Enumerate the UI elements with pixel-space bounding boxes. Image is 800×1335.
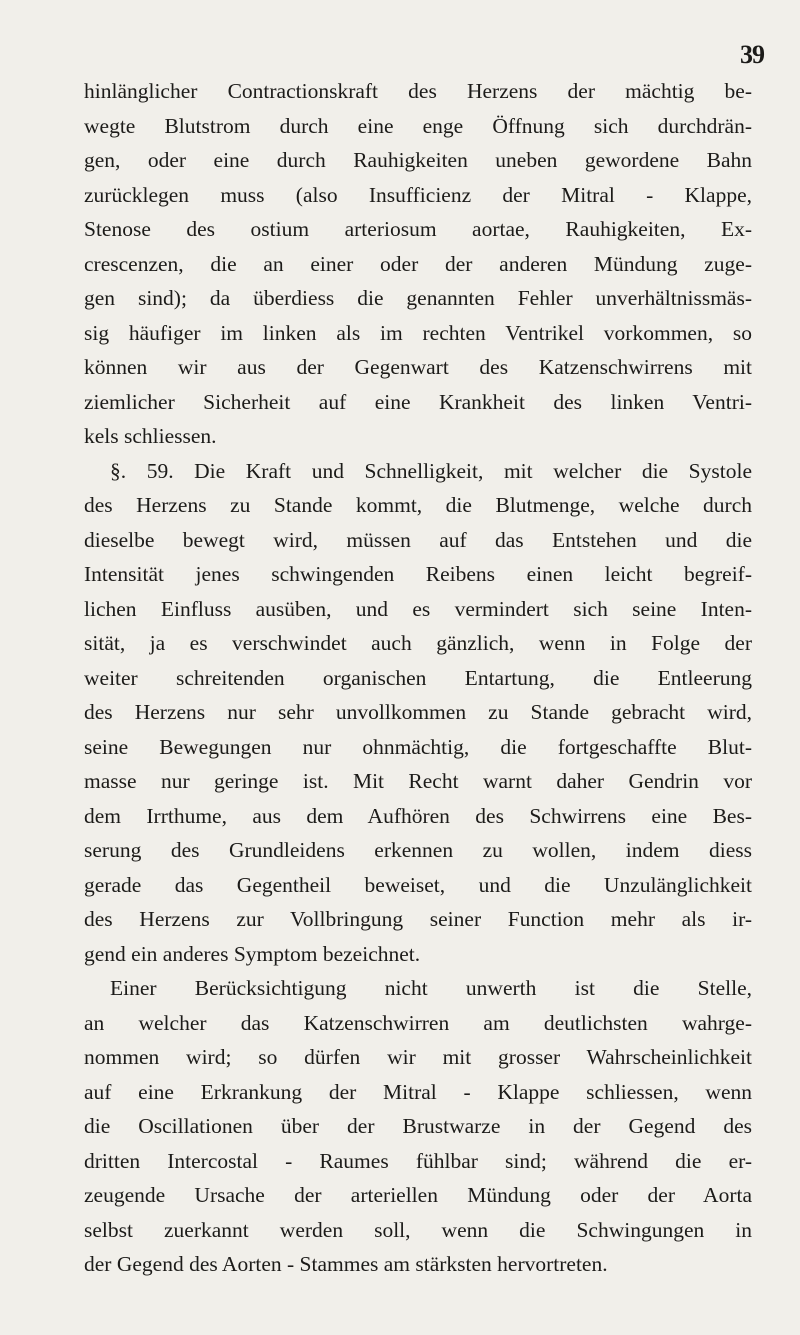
text-line: gen sind); da überdiess die genannten Fehler unverhältnissmäs-	[84, 286, 752, 310]
text-line: des Herzens zur Vollbringung seiner Function mehr als ir-	[84, 907, 752, 931]
text-line: auf eine Erkrankung der Mitral - Klappe schliessen, wenn	[84, 1079, 752, 1104]
text-line: §. 59. Die Kraft und Schnelligkeit, mit welcher die Systole	[110, 458, 752, 483]
text-line: crescenzen, die an einer oder der anderen Mündung zuge-	[84, 251, 752, 276]
text-line: gerade das Gegentheil beweiset, und die Unzulänglichkeit	[84, 872, 752, 897]
text-line: masse nur geringe ist. Mit Recht warnt daher Gendrin vor	[84, 769, 752, 793]
text-line: ziemlicher Sicherheit auf eine Krankheit des linken Ventri-	[84, 389, 752, 414]
text-line: lichen Einfluss ausüben, und es vermindert sich seine Inten-	[84, 596, 752, 621]
text-line: weiter schreitenden organischen Entartung, die Entleerung	[84, 665, 752, 690]
text-line: die Oscillationen über der Brustwarze in der Gegend des	[84, 1114, 752, 1138]
text-line: Intensität jenes schwingenden Reibens einen leicht begreif-	[84, 562, 752, 586]
text-line: serung des Grundleidens erkennen zu wollen, indem diess	[84, 838, 752, 862]
text-line: wegte Blutstrom durch eine enge Öffnung sich durchdrän-	[84, 113, 752, 138]
text-line: an welcher das Katzenschwirren am deutlichsten wahrge-	[84, 1010, 752, 1035]
body-text	[84, 74, 752, 1282]
text-line: nommen wird; so dürfen wir mit grosser Wahrscheinlichkeit	[84, 1045, 752, 1069]
text-line: selbst zuerkannt werden soll, wenn die Schwingungen in	[84, 1217, 752, 1242]
text-line: dem Irrthume, aus dem Aufhören des Schwirrens eine Bes-	[84, 803, 752, 828]
text-line: sität, ja es verschwindet auch gänzlich, wenn in Folge der	[84, 631, 752, 655]
text-line: kels schliessen.	[84, 424, 217, 448]
text-line: zeugende Ursache der arteriellen Mündung oder der Aorta	[84, 1183, 752, 1207]
text-line: Einer Berücksichtigung nicht unwerth ist die Stelle,	[110, 976, 752, 1000]
text-line: des Herzens zu Stande kommt, die Blutmenge, welche durch	[84, 493, 752, 517]
text-line: dritten Intercostal - Raumes fühlbar sind; während die er-	[84, 1148, 752, 1173]
page-number: 39	[740, 40, 764, 69]
text-line: Stenose des ostium arteriosum aortae, Rauhigkeiten, Ex-	[84, 217, 752, 241]
text-line: dieselbe bewegt wird, müssen auf das Entstehen und die	[84, 527, 752, 552]
text-line: hinlänglicher Contractionskraft des Herzens der mächtig be-	[84, 79, 752, 103]
text-line: sig häufiger im linken als im rechten Ventrikel vorkommen, so	[84, 320, 752, 345]
text-line: gend ein anderes Symptom bezeichnet.	[84, 941, 421, 966]
text-line: des Herzens nur sehr unvollkommen zu Stande gebracht wird,	[84, 700, 752, 724]
text-line: können wir aus der Gegenwart des Katzenschwirrens mit	[84, 355, 752, 379]
text-line: zurücklegen muss (also Insufficienz der Mitral - Klappe,	[84, 182, 752, 207]
text-line: seine Bewegungen nur ohnmächtig, die fortgeschaffte Blut-	[84, 734, 752, 759]
text-line: der Gegend des Aorten - Stammes am stärksten hervortreten.	[84, 1252, 608, 1276]
text-line: gen, oder eine durch Rauhigkeiten uneben gewordene Bahn	[84, 148, 752, 172]
